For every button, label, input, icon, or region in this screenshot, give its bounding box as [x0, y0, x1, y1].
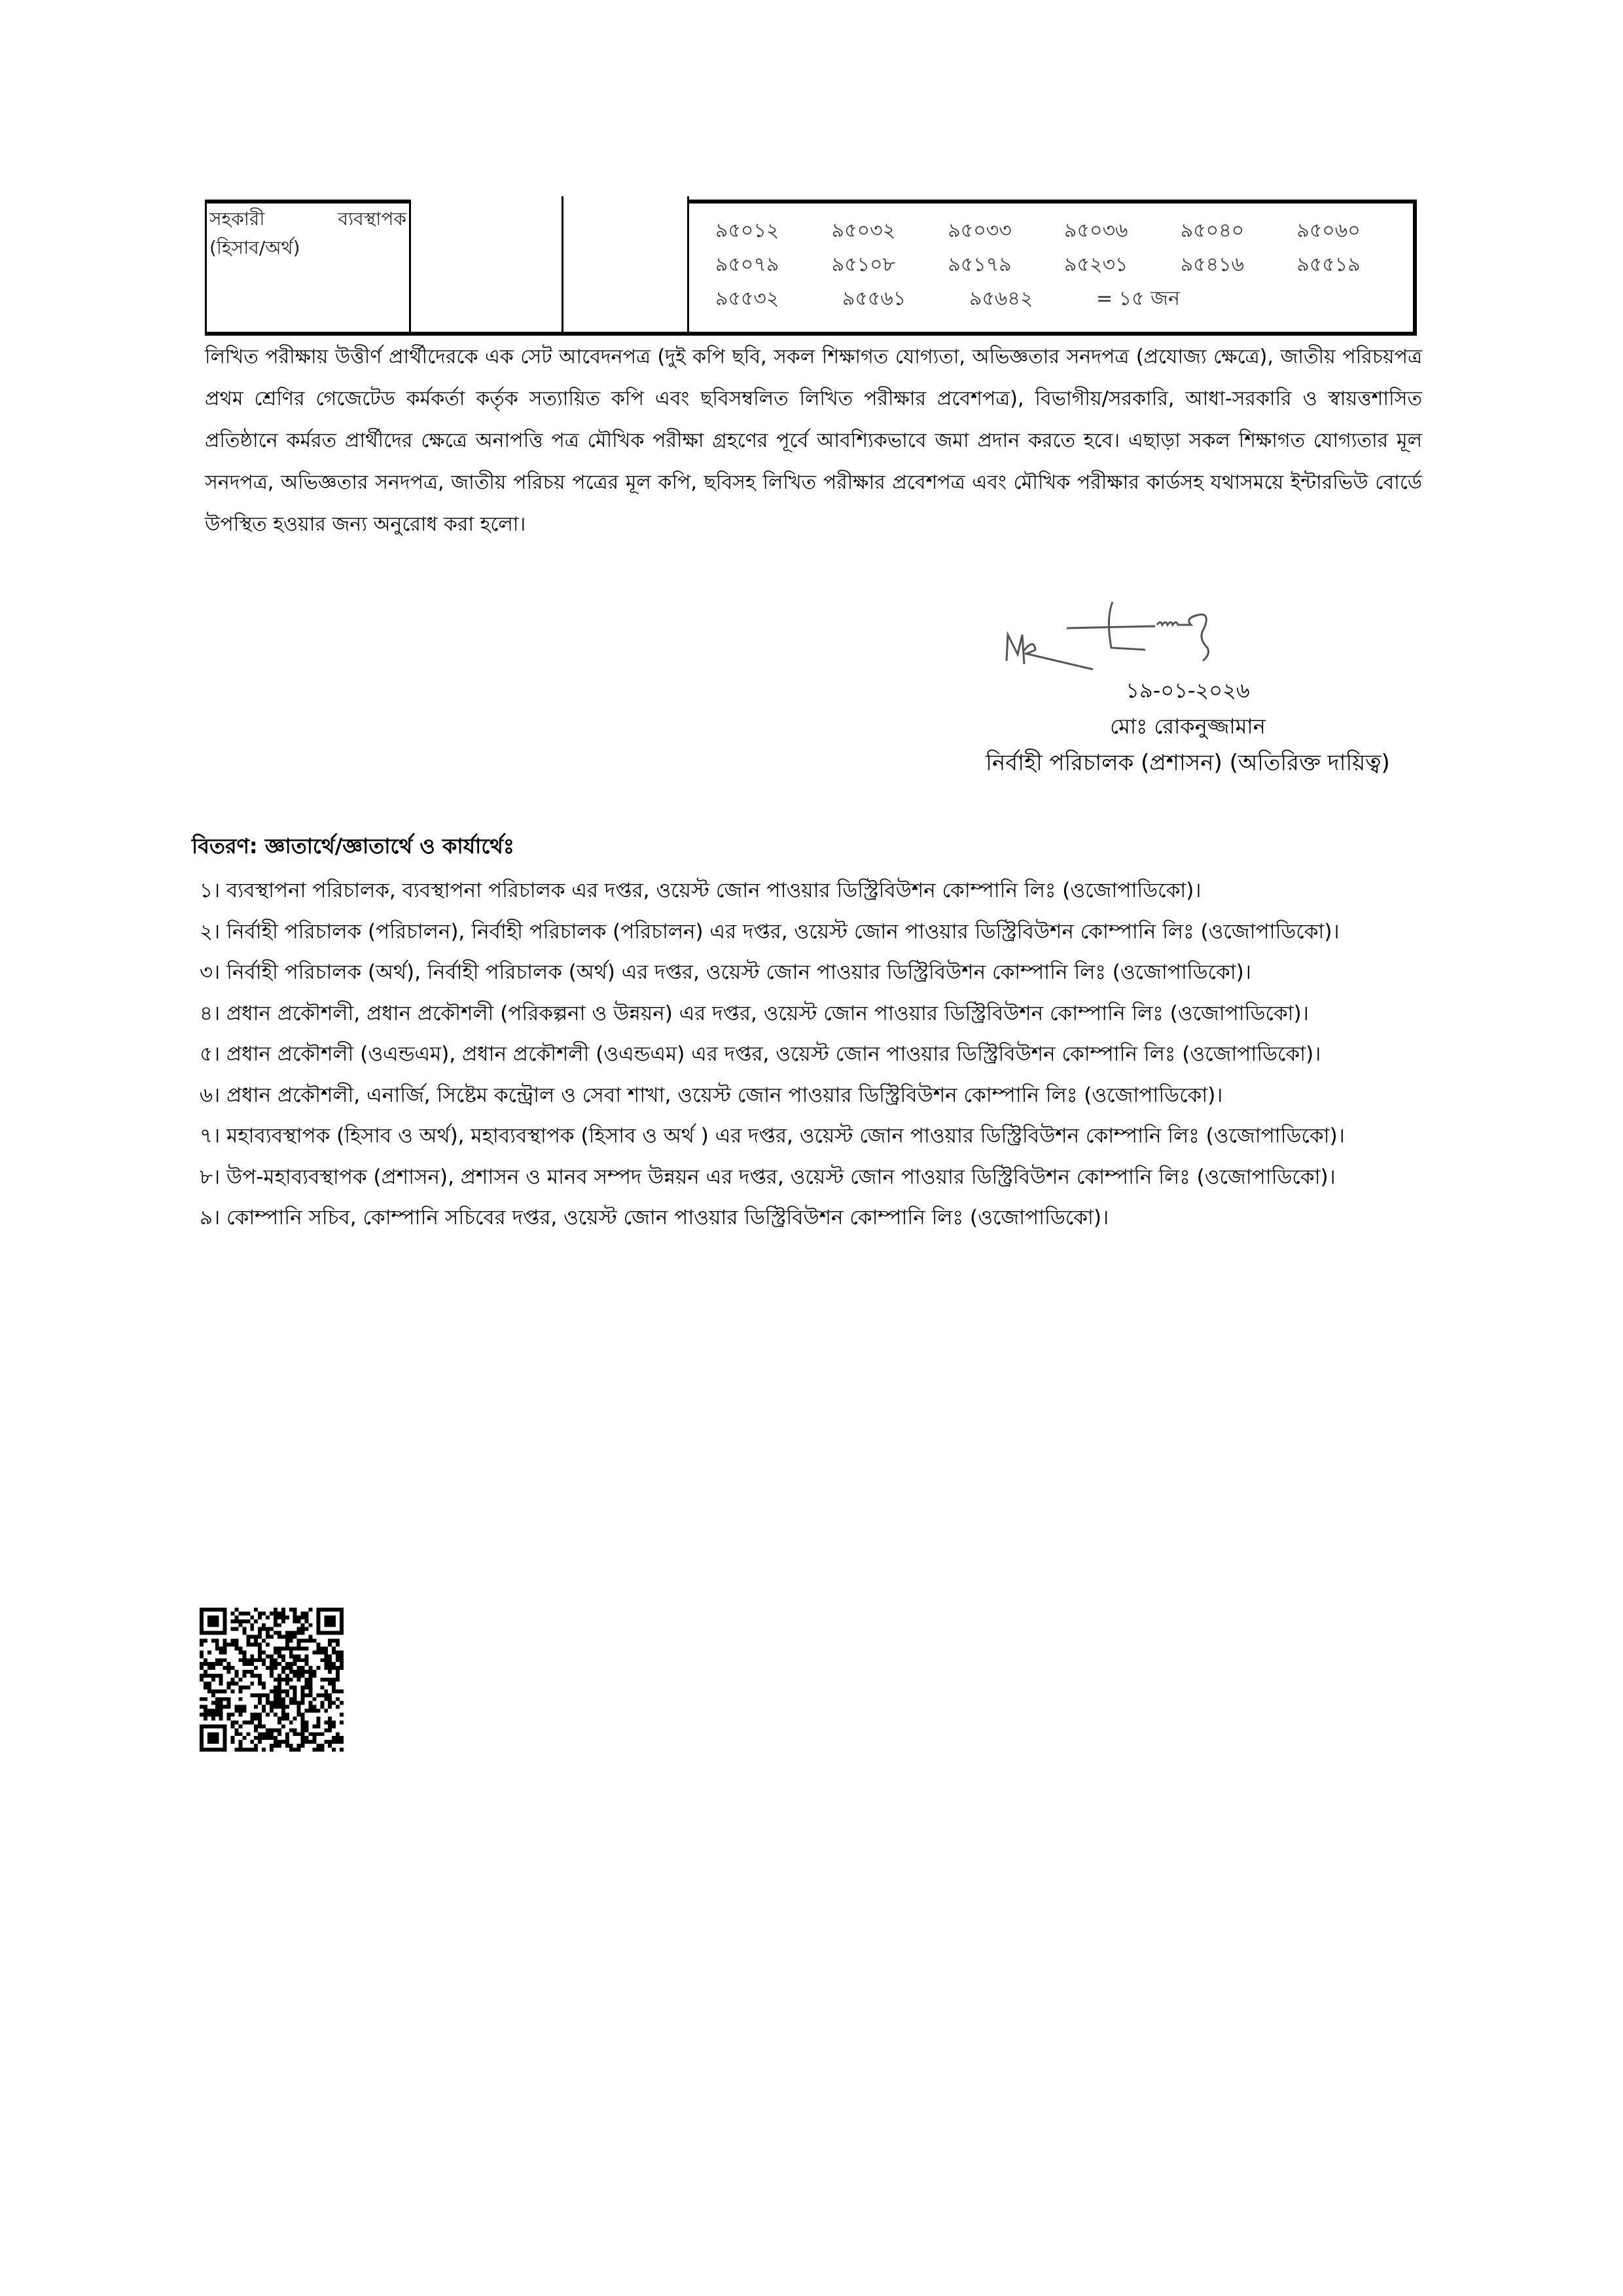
distribution-item: ৫। প্রধান প্রকৌশলী (ওএন্ডএম), প্রধান প্রকৌশলী (ওএন্ডএম) এর দপ্তর, ওয়েস্ট জোন পাওয়ার ডিস্ট্রিবিউশন কোম্পানি লিঃ (ওজোপাডিকো)।: [200, 1042, 1321, 1066]
post-title-word-1: সহকারী: [209, 208, 265, 230]
qr-finder-pattern: [207, 1616, 219, 1627]
roll-number: ৯৫০৭৯: [715, 253, 779, 276]
roll-number: ৯৫৪১৬: [1180, 253, 1245, 276]
roll-number: ৯৫৬৪২: [969, 287, 1033, 310]
roll-total: = ১৫ জন: [1096, 287, 1180, 310]
qr-finder-pattern: [207, 1732, 219, 1744]
roll-number: ৯৫১৭৯: [948, 253, 1012, 276]
empty-cell-2: [411, 196, 563, 336]
roll-number-row: [689, 248, 1413, 282]
post-cell: [205, 200, 411, 336]
roll-number: ৯৫০৩২: [831, 219, 896, 242]
roll-number: ৯৫৫৬১: [842, 287, 906, 310]
roll-number: ৯৫২৩১: [1064, 253, 1128, 276]
distribution-item: ৩। নির্বাহী পরিচালক (অর্থ), নির্বাহী পরিচালক (অর্থ) এর দপ্তর, ওয়েস্ট জোন পাওয়ার ডিস্ট্রিবিউশন কোম্পানি লিঃ (ওজোপাডিকো)।: [200, 961, 1251, 984]
signature-date: ১৯-০১-২০২৬: [1126, 678, 1250, 703]
distribution-item: ১। ব্যবস্থাপনা পরিচালক, ব্যবস্থাপনা পরিচালক এর দপ্তর, ওয়েস্ট জোন পাওয়ার ডিস্ট্রিবিউশন কোম্পানি লিঃ (ওজোপাডিকো)।: [200, 879, 1202, 902]
roll-number: ৯৫০৩৩: [948, 219, 1012, 242]
distribution-item: ৮। উপ-মহাব্যবস্থাপক (প্রশাসন), প্রশাসন ও মানব সম্পদ উন্নয়ন এর দপ্তর, ওয়েস্ট জোন পাওয়ার ডিস্ট্রিবিউশন কোম্পানি লিঃ (ওজোপাডিকো)।: [200, 1165, 1336, 1189]
candidate-table: [205, 196, 1417, 336]
distribution-item: ৪। প্রধান প্রকৌশলী, প্রধান প্রকৌশলী (পরিকল্পনা ও উন্নয়ন) এর দপ্তর, ওয়েস্ট জোন পাওয়ার ডিস্ট্রিবিউশন কোম্পানি লিঃ (ওজোপাডিকো)।: [200, 1001, 1309, 1025]
signature-image: [995, 599, 1322, 671]
post-title-word-2: ব্যবস্থাপক: [338, 208, 406, 230]
qr-code-icon: [200, 1608, 344, 1752]
roll-number: ৯৫০৩৬: [1064, 219, 1128, 242]
roll-number-row: [689, 214, 1413, 248]
empty-cell-3: [563, 196, 689, 336]
roll-number: ৯৫১০৮: [831, 253, 896, 276]
roll-number: ৯৫৫৩২: [715, 287, 779, 310]
distribution-item: ৯। কোম্পানি সচিব, কোম্পানি সচিবের দপ্তর, ওয়েস্ট জোন পাওয়ার ডিস্ট্রিবিউশন কোম্পানি লিঃ (ওজোপাডিকো)।: [200, 1206, 1109, 1229]
distribution-item: ৬। প্রধান প্রকৌশলী, এনার্জি, সিষ্টেম কন্ট্রোল ও সেবা শাখা, ওয়েস্ট জোন পাওয়ার ডিস্ট্রিবিউশন কোম্পানি লিঃ (ওজোপাডিকো)।: [200, 1083, 1223, 1107]
distribution-heading: বিতরণ: জ্ঞাতার্থে/জ্ঞাতার্থে ও কার্যার্থেঃ: [192, 834, 514, 858]
roll-number: ৯৫০১২: [715, 219, 779, 242]
roll-numbers-cell: [689, 200, 1417, 336]
distribution-item: ৭। মহাব্যবস্থাপক (হিসাব ও অর্থ), মহাব্যবস্থাপক (হিসাব ও অর্থ ) এর দপ্তর, ওয়েস্ট জোন পাওয়ার ডিস্ট্রিবিউশন কোম্পানি লিঃ (ওজোপাডিকো)।: [200, 1124, 1345, 1148]
roll-number: ৯৫০৬০: [1296, 219, 1361, 242]
roll-number: ৯৫০৪০: [1180, 219, 1245, 242]
qr-finder-pattern: [324, 1616, 336, 1627]
roll-number-row: [689, 282, 1413, 316]
instructions-paragraph: লিখিত পরীক্ষায় উত্তীর্ণ প্রার্থীদেরকে এক সেট আবেদনপত্র (দুই কপি ছবি, সকল শিক্ষাগত যোগ্যতা, অভিজ্ঞতার সনদপত্র (প্রযোজ্য ক্ষেত্রে), জাতীয় পরিচয়পত্র প্রথম শ্রেণির গেজেটেড কর্মকর্তা কর্তৃক সত্যায়িত কপি এবং ছবিসম্বলিত লিখিত পরীক্ষার প্রবেশপত্র), বিভাগীয়/সরকারি, আধা-সরকারি ও স্বায়ত্তশাসিত প্রতিষ্ঠানে কর্মরত প্রার্থীদের ক্ষেত্রে অনাপত্তি পত্র মৌখিক পরীক্ষা গ্রহণের পূর্বে আবশ্যিকভাবে জমা প্রদান করতে হবে। এছাড়া সকল শিক্ষাগত যোগ্যতার মূল সনদপত্র, অভিজ্ঞতার সনদপত্র, জাতীয় পরিচয় পত্রের মূল কপি, ছবিসহ লিখিত পরীক্ষার প্রবেশপত্র এবং মৌখিক পরীক্ষার কার্ডসহ যথাসময়ে ইন্টারভিউ বোর্ডে উপস্থিত হওয়ার জন্য অনুরোধ করা হলো।: [205, 345, 1422, 536]
roll-numbers: [689, 214, 1413, 316]
distribution-item: ২। নির্বাহী পরিচালক (পরিচালন), নির্বাহী পরিচালক (পরিচালন) এর দপ্তর, ওয়েস্ট জোন পাওয়ার ডিস্ট্রিবিউশন কোম্পানি লিঃ (ওজোপাডিকো)।: [200, 919, 1340, 944]
distribution-list: [200, 870, 1430, 1239]
signatory-designation: নির্বাহী পরিচালক (প্রশাসন) (অতিরিক্ত দায়িত্ব): [986, 750, 1390, 776]
post-title-subtitle: (হিসাব/অর্থ): [209, 237, 300, 258]
roll-number: ৯৫৫১৯: [1296, 253, 1361, 276]
post-title: [207, 203, 409, 264]
signatory-name: মোঃ রোকনুজ্জামান: [1110, 714, 1266, 739]
